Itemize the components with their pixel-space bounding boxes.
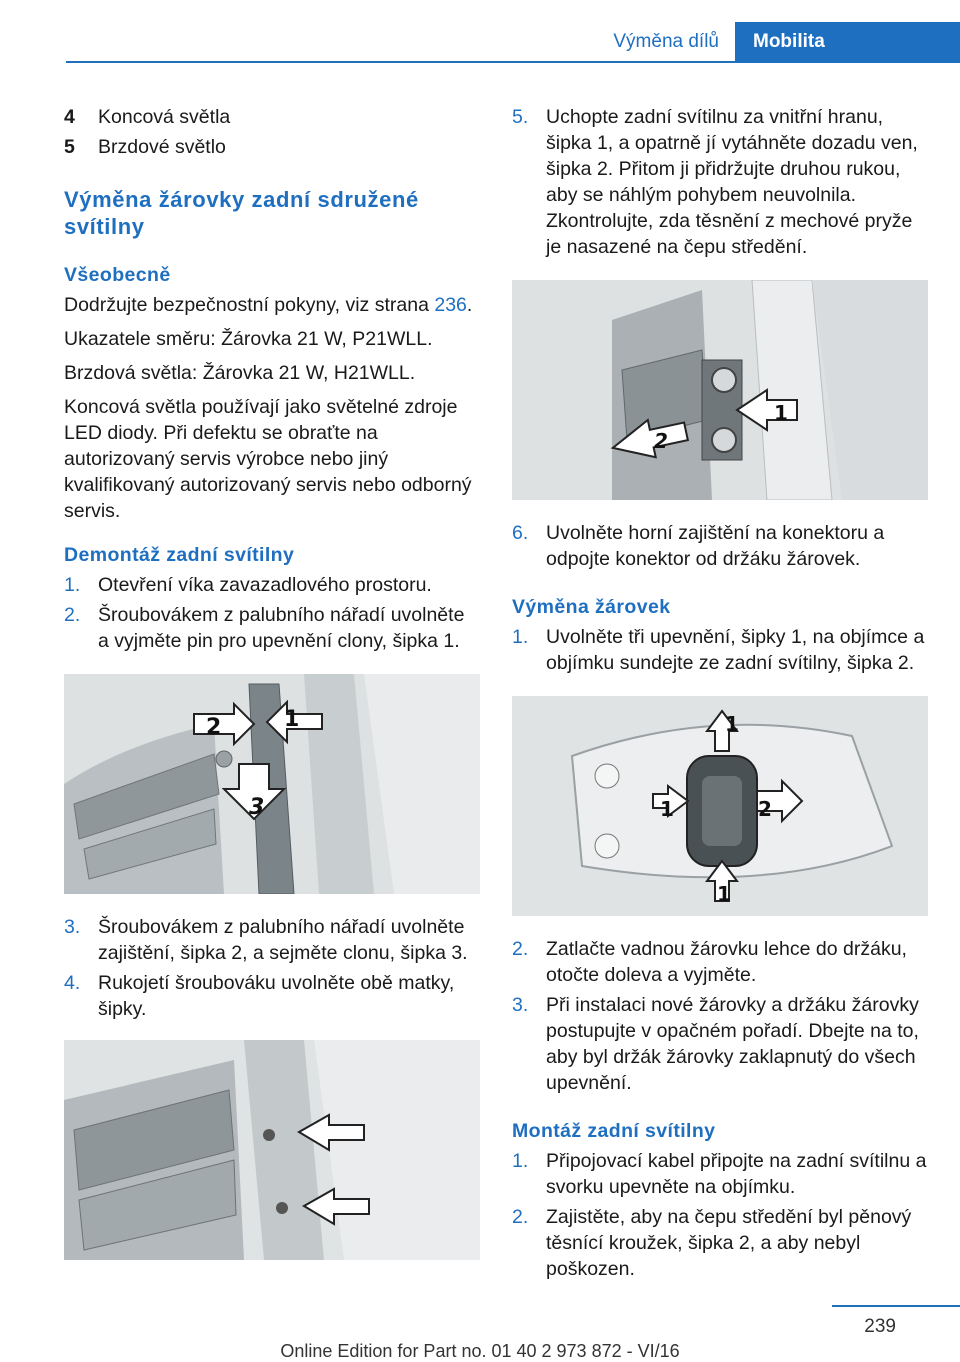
mounting-heading: Montáž zadní svítilny [512, 1120, 716, 1142]
step-number: 3. [64, 916, 81, 938]
general-heading: Všeobecně [64, 264, 171, 286]
bulb-replacement-heading: Výměna žárovek [512, 596, 671, 618]
legend-text: Koncová světla [98, 106, 231, 128]
step-number: 2. [512, 938, 529, 960]
step-number: 5. [512, 106, 529, 128]
step-number: 4. [64, 972, 81, 994]
arrow-label: 2 [758, 797, 772, 821]
legend-number: 5 [64, 136, 75, 158]
page-reference-link[interactable]: 236 [434, 294, 467, 316]
step-item [512, 624, 928, 676]
arrow-label: 1 [725, 712, 739, 736]
step-item [512, 936, 928, 988]
figure-nuts-loosen [64, 1040, 480, 1260]
bulb-holder-illustration [512, 696, 928, 916]
step-item [512, 104, 928, 260]
tail-light-pull-illustration [512, 280, 928, 500]
turn-signal-bulb-spec: Ukazatele směru: Žárovka 21 W, P21WLL. [64, 328, 433, 350]
step-text: Zajistěte, aby na čepu středění byl pěnový těsnící kroužek, šipka 2, a aby nebyl poškozen. [546, 1206, 912, 1280]
step-item [64, 970, 480, 1022]
step-text: Otevření víka zavazadlového prostoru. [98, 574, 432, 596]
header-chapter-tab[interactable]: Mobilita [735, 22, 960, 62]
step-text: Uvolněte horní zajištění na konektoru a odpojte konektor od držáku žárovek. [546, 522, 885, 570]
step-text: Šroubovákem z palubního nářadí uvolněte a vyjměte pin pro upevnění clony, šipka 1. [98, 604, 465, 652]
step-number: 1. [512, 626, 529, 648]
legend-item [64, 104, 480, 130]
step-item [64, 602, 480, 654]
edition-footer: Online Edition for Part no. 01 40 2 973 872 - VI/16 [280, 1341, 680, 1361]
arrow-label: 1 [717, 882, 731, 906]
step-text: Připojovací kabel připojte na zadní svítilnu a svorku upevněte na objímku. [546, 1150, 927, 1198]
header-rule [66, 61, 960, 63]
legend-number: 4 [64, 106, 75, 128]
footer-rule [832, 1305, 960, 1307]
brake-light-bulb-spec: Brzdová světla: Žárovka 21 W, H21WLL. [64, 362, 416, 384]
step-number: 2. [512, 1206, 529, 1228]
step-number: 2. [64, 604, 81, 626]
nuts-illustration [64, 1040, 480, 1260]
step-item [512, 1204, 928, 1282]
figure-trim-cover-removal [64, 674, 480, 894]
legend-item [64, 134, 480, 160]
arrow-label: 1 [660, 797, 674, 821]
step-number: 3. [512, 994, 529, 1016]
step-text: Uvolněte tři upevnění, šipky 1, na objímce a objímku sundejte ze zadní svítilny, šipka 2. [546, 626, 925, 674]
arrow-label: 1 [774, 401, 788, 425]
step-number: 6. [512, 522, 529, 544]
figure-bulb-holder [512, 696, 928, 916]
trim-cover-illustration [64, 674, 480, 894]
section-title: Výměna žárovky zadní sdružené svítilny [64, 187, 419, 239]
step-text: Zatlačte vadnou žárovku lehce do držáku, otočte doleva a vyjměte. [546, 938, 907, 986]
tail-light-led-note: Koncová světla používají jako světelné zdroje LED diody. Při defektu se obraťte na autorizovaný servis výrobce nebo jiný kvalifikovaný autorizovaný servis nebo odborný servis. [64, 396, 472, 522]
step-item [512, 1148, 928, 1200]
page-header [0, 22, 960, 62]
legend-list [64, 104, 480, 160]
arrow-label: 2 [206, 715, 222, 740]
arrow-label: 1 [284, 707, 300, 732]
step-number: 1. [512, 1150, 529, 1172]
general-paragraph-safety [64, 292, 480, 318]
left-column [64, 104, 480, 1280]
arrow-label: 3 [249, 795, 265, 820]
step-text: Při instalaci nové žárovky a držáku žárovky postupujte v opačném pořadí. Dbejte na to, aby byl držák žárovky zaklapnutý do všech upevnění. [546, 994, 919, 1094]
removal-heading: Demontáž zadní svítilny [64, 544, 295, 566]
step-number: 1. [64, 574, 81, 596]
page-number: 239 [864, 1316, 896, 1337]
figure-tail-light-pull [512, 280, 928, 500]
arrow-label: 2 [654, 429, 668, 453]
right-column [512, 104, 928, 1286]
legend-text: Brzdové světlo [98, 136, 226, 158]
step-item [64, 914, 480, 966]
step-text: Rukojetí šroubováku uvolněte obě matky, šipky. [98, 972, 455, 1020]
step-item [64, 572, 480, 598]
safety-text-end: . [466, 294, 473, 316]
safety-text: Dodržujte bezpečnostní pokyny, viz strana [64, 294, 435, 316]
step-text: Uchopte zadní svítilnu za vnitřní hranu, šipka 1, a opatrně jí vytáhněte dozadu ven, šipka 2. Přitom ji přidržujte druhou rukou, aby se náhlým pohybem neuvolnila. Zkontrolujte, zda těsnění z mechové pryže je nasazené na čepu středění. [546, 106, 918, 258]
step-item [512, 992, 928, 1096]
header-section-title: Výměna dílů [613, 31, 719, 52]
step-item [512, 520, 928, 572]
step-text: Šroubovákem z palubního nářadí uvolněte zajištění, šipka 2, a sejměte clonu, šipka 3. [98, 916, 468, 964]
